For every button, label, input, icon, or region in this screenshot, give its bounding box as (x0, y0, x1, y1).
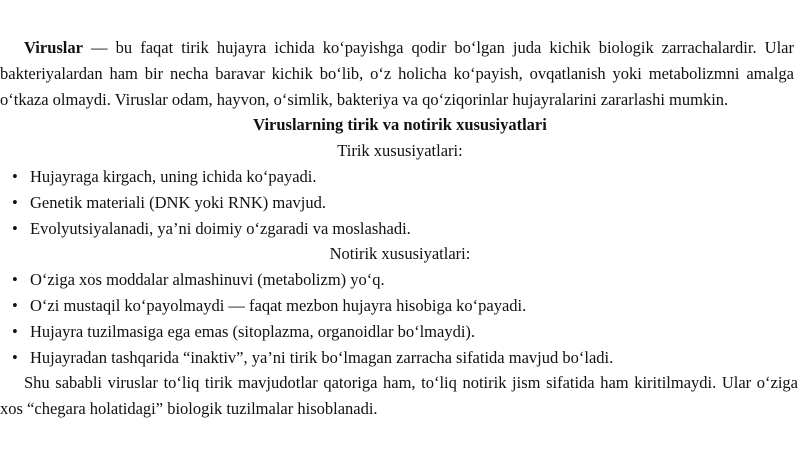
bullet-icon: • (12, 295, 18, 315)
bullet-icon: • (12, 166, 18, 186)
living-list (0, 164, 800, 241)
list-item-text: Genetik materiali (DNK yoki RNK) mavjud. (30, 192, 327, 212)
bullet-icon: • (12, 270, 18, 290)
intro-text: — bu faqat tirik hujayra ichida ko‘payishga qodir bo‘lgan juda kichik biologik zarrachalardir. Ular bakteriyalardan ham bir necha baravar kichik bo‘lib, o‘z holicha ko‘payish, ovqatlanish yoki metabolizmni amalga o‘tkaza olmaydi. Viruslar odam, hayvon, o‘simlik, bakteriya va qo‘ziqorinlar hujayralarini zararlashi mumkin. (0, 38, 794, 109)
list-item-text: Evolyutsiyalanadi, ya’ni doimiy o‘zgaradi va moslashadi. (30, 218, 411, 238)
list-item-text: O‘zi mustaqil ko‘payolmaydi — faqat mezbon hujayra hisobiga ko‘payadi. (30, 295, 527, 315)
list-item-text: Hujayra tuzilmasiga ega emas (sitoplazma, organoidlar bo‘lmaydi). (30, 321, 476, 341)
list-item-text: Hujayraga kirgach, uning ichida ko‘payadi. (30, 166, 317, 186)
conclusion-paragraph: Shu sababli viruslar to‘liq tirik mavjudotlar qatoriga ham, to‘liq notirik jism sifatida ham kiritilmaydi. Ular o‘ziga xos “chegara holatidagi” biologik tuzilmalar hisoblanadi. (0, 373, 798, 419)
living-subheading: Tirik xususiyatlari: (337, 141, 463, 161)
list-item (0, 216, 800, 241)
list-item (0, 190, 800, 215)
intro-paragraph (0, 35, 800, 112)
bullet-icon: • (12, 347, 18, 367)
intro-term: Viruslar (24, 38, 83, 57)
nonliving-list (0, 267, 800, 369)
list-item (0, 319, 800, 344)
bullet-icon: • (12, 192, 18, 212)
list-item (0, 293, 800, 318)
bullet-icon: • (12, 321, 18, 341)
list-item (0, 164, 800, 189)
document-page (0, 35, 800, 422)
bullet-icon: • (12, 218, 18, 238)
list-item (0, 345, 800, 370)
list-item (0, 267, 800, 292)
list-item-text: O‘ziga xos moddalar almashinuvi (metabolizm) yo‘q. (30, 270, 385, 290)
nonliving-subheading: Notirik xususiyatlari: (329, 244, 471, 264)
list-item-text: Hujayradan tashqarida “inaktiv”, ya’ni tirik bo‘lmagan zarracha sifatida mavjud bo‘ladi. (30, 347, 614, 367)
section-heading: Viruslarning tirik va notirik xususiyatlari (253, 115, 547, 135)
